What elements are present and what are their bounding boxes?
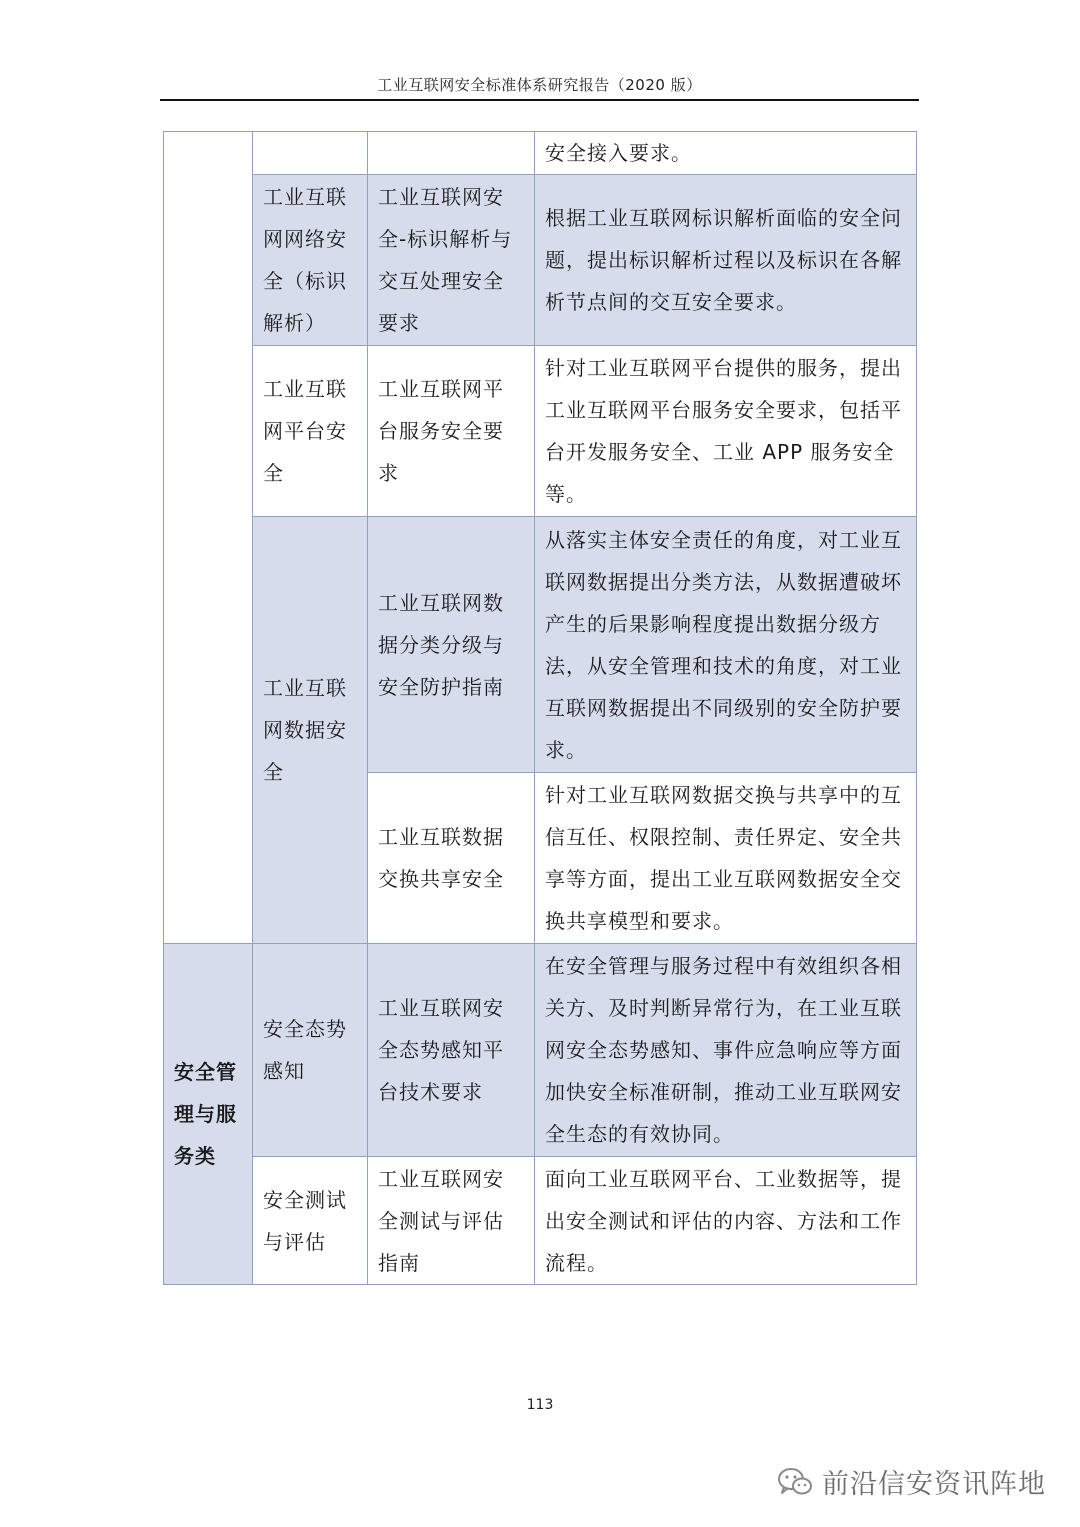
standards-table — [163, 131, 917, 1285]
page-number: 113 — [526, 1397, 554, 1413]
standard-name-cell: 工业互联网平台服务安全要求 — [368, 346, 535, 517]
category-cell — [164, 132, 253, 944]
table-row — [164, 175, 917, 346]
description-cell: 针对工业互联网数据交换与共享中的互信互任、权限控制、责任界定、安全共享等方面，提出工业互联网数据安全交换共享模型和要求。 — [535, 773, 917, 944]
header-divider — [160, 99, 919, 101]
wechat-icon — [776, 1466, 814, 1498]
table-row — [164, 944, 917, 1157]
category-cell: 安全管理与服务类 — [164, 944, 253, 1285]
table-row — [164, 346, 917, 517]
subcategory-cell: 工业互联网数据安全 — [253, 517, 368, 944]
subcategory-cell: 工业互联网网络安全（标识解析） — [253, 175, 368, 346]
standard-name-cell: 工业互联网数据分类分级与安全防护指南 — [368, 517, 535, 773]
page-header: 工业互联网安全标准体系研究报告（2020 版） — [377, 76, 702, 94]
standard-name-cell — [368, 132, 535, 175]
description-cell: 针对工业互联网平台提供的服务，提出工业互联网平台服务安全要求，包括平台开发服务安全、工业 APP 服务安全等。 — [535, 346, 917, 517]
description-cell: 在安全管理与服务过程中有效组织各相关方、及时判断异常行为，在工业互联网安全态势感知、事件应急响应等方面加快安全标准研制，推动工业互联网安全生态的有效协同。 — [535, 944, 917, 1157]
subcategory-cell — [253, 132, 368, 175]
subcategory-cell: 安全测试与评估 — [253, 1157, 368, 1285]
table-row — [164, 1157, 917, 1285]
watermark — [776, 1462, 1046, 1501]
description-cell: 根据工业互联网标识解析面临的安全问题，提出标识解析过程以及标识在各解析节点间的交互安全要求。 — [535, 175, 917, 346]
description-cell: 从落实主体安全责任的角度，对工业互联网数据提出分类方法，从数据遭破坏产生的后果影响程度提出数据分级方法，从安全管理和技术的角度，对工业互联网数据提出不同级别的安全防护要求。 — [535, 517, 917, 773]
standard-name-cell: 工业互联网安全态势感知平台技术要求 — [368, 944, 535, 1157]
table-row — [164, 517, 917, 773]
subcategory-cell: 安全态势感知 — [253, 944, 368, 1157]
description-cell: 面向工业互联网平台、工业数据等，提出安全测试和评估的内容、方法和工作流程。 — [535, 1157, 917, 1285]
standard-name-cell: 工业互联网安全测试与评估指南 — [368, 1157, 535, 1285]
standard-name-cell: 工业互联网安全-标识解析与交互处理安全要求 — [368, 175, 535, 346]
table-row — [164, 132, 917, 175]
subcategory-cell: 工业互联网平台安全 — [253, 346, 368, 517]
description-cell: 安全接入要求。 — [535, 132, 917, 175]
standard-name-cell: 工业互联数据交换共享安全 — [368, 773, 535, 944]
watermark-text: 前沿信安资讯阵地 — [822, 1469, 1046, 1500]
